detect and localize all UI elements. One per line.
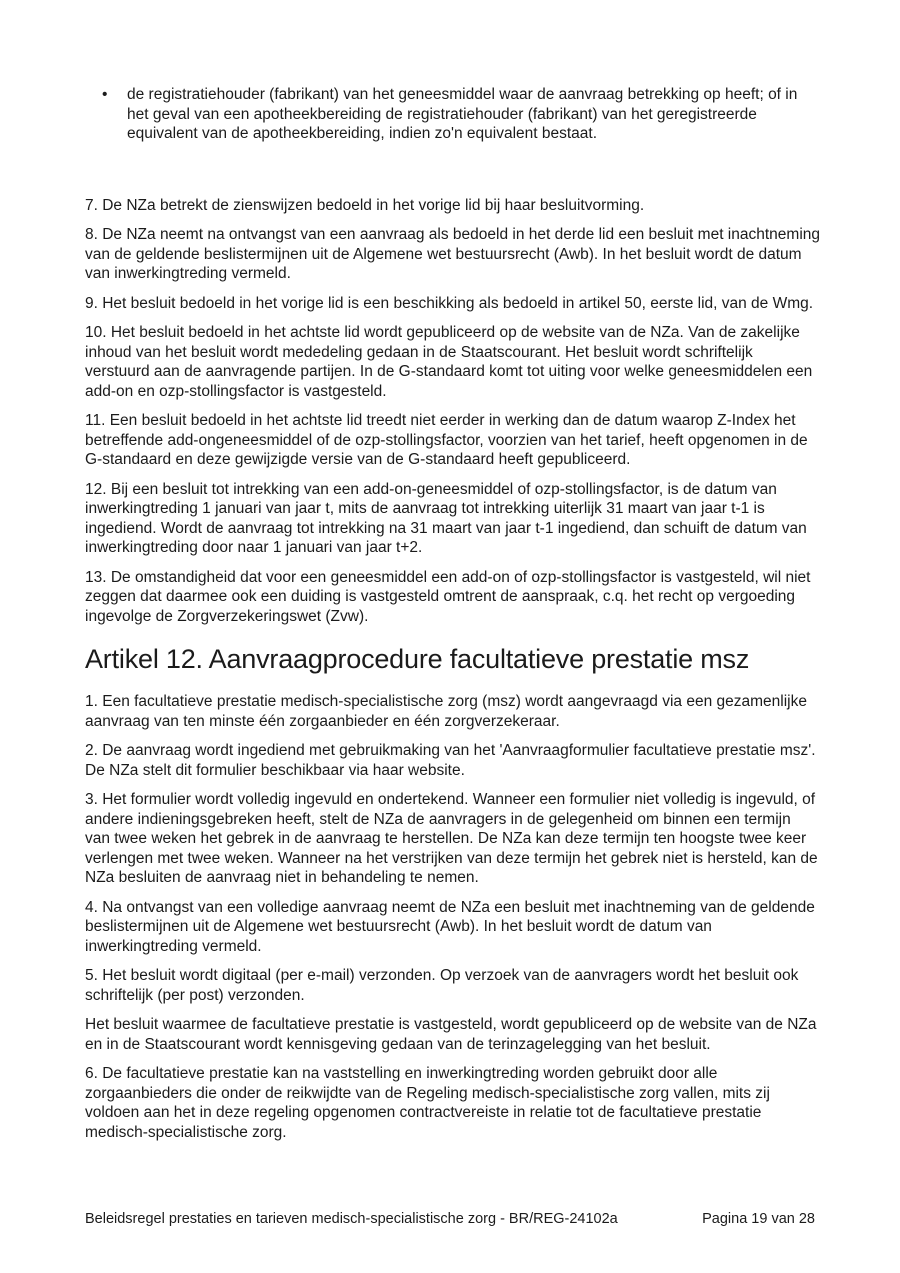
paragraph: 11. Een besluit bedoeld in het achtste lid treedt niet eerder in werking dan de datum waarop Z-Index het betreffende add-ongeneesmiddel of de ozp-stollingsfactor, voorzien van het tarief, heeft opgenomen in de G-standaard en deze gewijzigde versie van de G-standaard heeft gepubliceerd.: [85, 412, 808, 468]
paragraph: 7. De NZa betrekt de zienswijzen bedoeld in het vorige lid bij haar besluitvorming.: [85, 196, 645, 214]
page-footer: [85, 1210, 815, 1228]
paragraph: Het besluit waarmee de facultatieve prestatie is vastgesteld, wordt gepubliceerd op de website van de NZa en in de Staatscourant wordt kennisgeving gedaan van de terinzagelegging van het besluit.: [85, 1016, 817, 1053]
paragraph: 3. Het formulier wordt volledig ingevuld en ondertekend. Wanneer een formulier niet volledig is ingevuld, of andere indieningsgebreken heeft, stelt de NZa de aanvragers in de gelegenheid om binnen een termijn van twee weken het gebrek in de aanvraag te herstellen. De NZa kan deze termijn ten hoogste twee keer verlengen met twee weken. Wanneer na het verstrijken van deze termijn het gebrek niet is hersteld, kan de NZa besluiten de aanvraag niet in behandeling te nemen.: [85, 791, 818, 886]
paragraph: 10. Het besluit bedoeld in het achtste lid wordt gepubliceerd op de website van de NZa. Van de zakelijke inhoud van het besluit wordt mededeling gedaan in de Staatscourant. Het besluit wordt schriftelijk verstuurd aan de aanvragende partijen. In de G-standaard komt tot uiting voor welke geneesmiddelen een add-on en ozp-stollingsfactor is vastgesteld.: [85, 324, 813, 400]
paragraph: 4. Na ontvangst van een volledige aanvraag neemt de NZa een besluit met inachtneming van de geldende beslistermijnen uit de Algemene wet bestuursrecht (Awb). In het besluit wordt de datum van inwerkingtreding vermeld.: [85, 898, 815, 955]
bullet-list: [85, 85, 820, 144]
bullet-text: de registratiehouder (fabrikant) van het geneesmiddel waar de aanvraag betrekking op heeft; of in het geval van een apotheekbereiding de registratiehouder (fabrikant) van het geregistreerde equivalent van de apotheekbereiding, indien zo'n equivalent bestaat.: [127, 86, 798, 142]
paragraph: 8. De NZa neemt na ontvangst van een aanvraag als bedoeld in het derde lid een besluit met inachtneming van de geldende beslistermijnen uit de Algemene wet bestuursrecht (Awb). In het besluit wordt de datum van inwerkingtreding vermeld.: [85, 226, 821, 282]
bullet-icon: •: [102, 86, 108, 103]
paragraph: 9. Het besluit bedoeld in het vorige lid is een beschikking als bedoeld in artikel 50, eerste lid, van de Wmg.: [85, 294, 814, 312]
section-heading: Artikel 12. Aanvraagprocedure facultatieve prestatie msz: [85, 644, 750, 674]
footer-page-number: Pagina 19 van 28: [702, 1211, 815, 1227]
paragraph: 2. De aanvraag wordt ingediend met gebruikmaking van het 'Aanvraagformulier facultatieve prestatie msz'. De NZa stelt dit formulier beschikbaar via haar website.: [85, 742, 816, 779]
paragraph: 13. De omstandigheid dat voor een geneesmiddel een add-on of ozp-stollingsfactor is vastgesteld, wil niet zeggen dat daarmee ook een duiding is vastgesteld omtrent de aanspraak, c.q. het recht op vergoeding ingevolge de Zorgverzekeringswet (Zvw).: [85, 568, 811, 625]
document-content: [85, 85, 820, 1152]
footer-document-title: Beleidsregel prestaties en tarieven medisch-specialistische zorg - BR/REG-24102a: [85, 1211, 618, 1227]
bullet-item: [85, 85, 820, 144]
paragraph: 6. De facultatieve prestatie kan na vaststelling en inwerkingtreding worden gebruikt door alle zorgaanbieders die onder de reikwijdte van de Regeling medisch-specialistische zorg vallen, mits zij voldoen aan het in deze regeling opgenomen contractvereiste in relatie tot de facultatieve prestatie medisch-specialistische zorg.: [85, 1065, 770, 1141]
paragraph: 12. Bij een besluit tot intrekking van een add-on-geneesmiddel of ozp-stollingsfactor, is de datum van inwerkingtreding 1 januari van jaar t, mits de aanvraag tot intrekking uiterlijk 31 maart van jaar t-1 is ingediend. Wordt de aanvraag tot intrekking na 31 maart van jaar t-1 ingediend, dan schuift de datum van inwerkingtreding door naar 1 januari van jaar t+2.: [85, 480, 807, 556]
paragraph: 1. Een facultatieve prestatie medisch-specialistische zorg (msz) wordt aangevraagd via een gezamenlijke aanvraag van ten minste één zorgaanbieder en één zorgverzekeraar.: [85, 693, 807, 730]
paragraph: 5. Het besluit wordt digitaal (per e-mail) verzonden. Op verzoek van de aanvragers wordt het besluit ook schriftelijk (per post) verzonden.: [85, 967, 799, 1004]
